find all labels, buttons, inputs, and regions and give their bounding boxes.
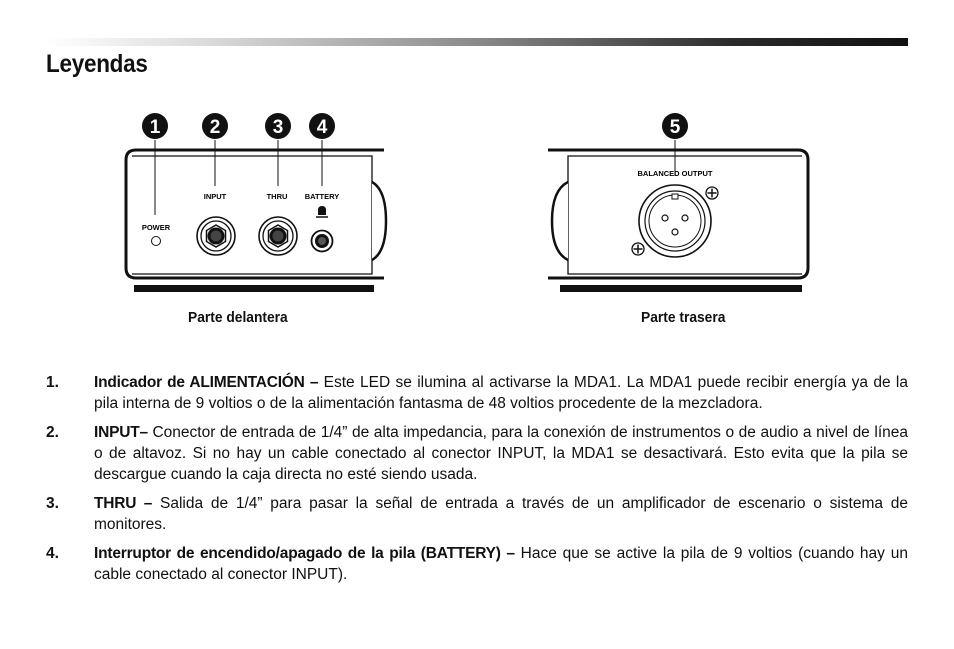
legend-description: [94, 422, 908, 485]
legend-item: [46, 543, 908, 585]
legend-term: INPUT–: [94, 424, 148, 441]
legend-number: 3.: [46, 495, 59, 512]
legend-term: THRU –: [94, 495, 153, 512]
front-base-bar: [134, 285, 374, 292]
thru-jack-icon: [259, 217, 297, 255]
callout-4: [309, 113, 335, 139]
legend-body: Salida de 1/4” para pasar la señal de entrada a través de un amplificador de escenario o sistema de monitores.: [94, 495, 908, 533]
balanced-output-label: BALANCED OUTPUT: [637, 169, 713, 178]
callout-2: [202, 113, 228, 139]
legend-body: Este LED se ilumina al activarse la MDA1. La MDA1 puede recibir energía ya de la pila interna de 9 voltios o de la alimentación fantasma de 48 voltios procedente de la mezcladora.: [94, 374, 908, 412]
legend-description: [94, 372, 908, 414]
callout-2-number: 2: [209, 117, 221, 138]
back-caption: Parte trasera: [641, 309, 726, 326]
legend-term: Interruptor de encendido/apagado de la pila (BATTERY) –: [94, 545, 515, 562]
page-title: Leyendas: [46, 50, 148, 78]
legend-body: Conector de entrada de 1/4” de alta impedancia, para la conexión de instrumentos o de audio a nivel de línea o de altavoz. Si no hay un cable conectado al conector INPUT, la MDA1 se desactivará. Esto evita que la pila se descargue cuando la caja directa no esté siendo usada.: [94, 424, 908, 483]
legend-item: [46, 372, 908, 414]
legend-number: 1.: [46, 374, 59, 391]
legend-list: [46, 372, 908, 593]
callout-1-number: 1: [149, 117, 161, 138]
legend-body: Hace que se active la pila de 9 voltios (cuando hay un cable conectado al conector INPUT).: [94, 545, 908, 583]
input-label: INPUT: [203, 192, 227, 201]
callout-5-number: 5: [669, 117, 681, 138]
legend-description: [94, 493, 908, 535]
screw-icon: [706, 187, 718, 199]
callout-4-number: 4: [316, 117, 328, 138]
input-jack-icon: [197, 217, 235, 255]
screw-icon: [632, 243, 644, 255]
back-base-bar: [560, 285, 802, 292]
thru-label: THRU: [266, 192, 288, 201]
front-caption: Parte delantera: [188, 309, 288, 326]
power-label: POWER: [141, 223, 171, 232]
xlr-connector-icon: [639, 185, 711, 257]
battery-label: BATTERY: [304, 192, 340, 201]
callout-3: [265, 113, 291, 139]
legend-number: 4.: [46, 545, 59, 562]
legend-item: [46, 493, 908, 535]
battery-switch-icon: [312, 206, 333, 252]
front-panel: [126, 150, 386, 292]
callout-1: [142, 113, 168, 139]
legend-item: [46, 422, 908, 485]
power-led-icon: [152, 237, 161, 246]
legend-description: [94, 543, 908, 585]
callout-3-number: 3: [272, 117, 284, 138]
legend-term: Indicador de ALIMENTACIÓN –: [94, 374, 319, 391]
legend-number: 2.: [46, 424, 59, 441]
callout-5: [662, 113, 688, 139]
